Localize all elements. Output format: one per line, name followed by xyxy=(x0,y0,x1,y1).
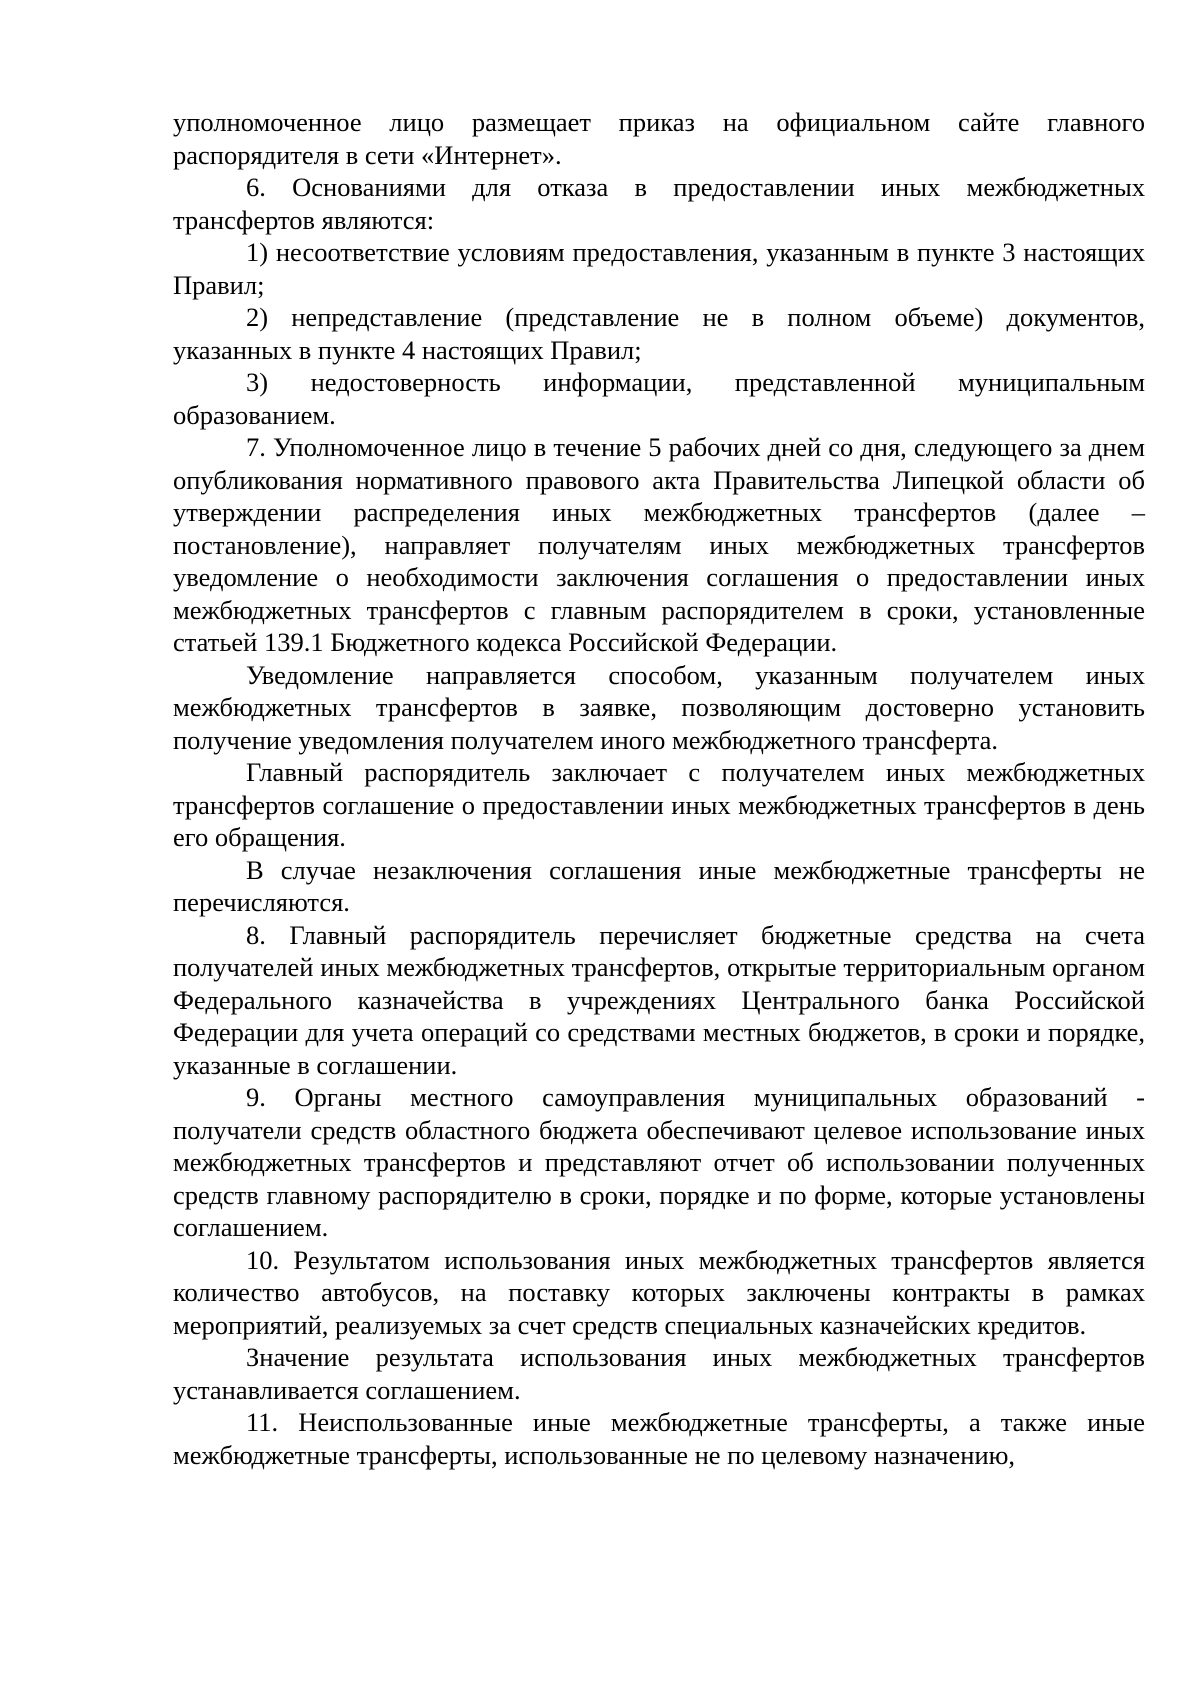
paragraph-item-6: 6. Основаниями для отказа в предоставлении иных межбюджетных трансфертов являются: xyxy=(173,172,1145,235)
paragraph-item-9: 9. Органы местного самоуправления муниципальных образований - получатели средств областного бюджета обеспечивают целевое использование иных межбюджетных трансфертов и представляют отчет об использовании полученных средств главному распорядителю в сроки, порядке и по форме, которые установлены соглашением. xyxy=(173,1082,1145,1242)
paragraph-notification: Уведомление направляется способом, указанным получателем иных межбюджетных трансфертов в заявке, позволяющим достоверно установить получение уведомления получателем иного межбюджетного трансферта. xyxy=(173,659,1145,755)
paragraph-item-10: 10. Результатом использования иных межбюджетных трансфертов является количество автобусов, на поставку которых заключены контракты в рамках мероприятий, реализуемых за счет средств специальных казначейских кредитов. xyxy=(173,1244,1145,1340)
paragraph-subitem-1: 1) несоответствие условиям предоставления, указанным в пункте 3 настоящих Правил; xyxy=(173,237,1145,300)
paragraph-result-value: Значение результата использования иных межбюджетных трансфертов устанавливается соглашением. xyxy=(173,1342,1145,1405)
paragraph-subitem-3: 3) недостоверность информации, представленной муниципальным образованием. xyxy=(173,367,1145,430)
paragraph-item-8: 8. Главный распорядитель перечисляет бюджетные средства на счета получателей иных межбюджетных трансфертов, открытые территориальным органом Федерального казначейства в учреждениях Центрального банка Российской Федерации для учета операций со средствами местных бюджетов, в сроки и порядке, указанные в соглашении. xyxy=(173,919,1145,1080)
paragraph-agreement: Главный распорядитель заключает с получателем иных межбюджетных трансфертов соглашение о предоставлении иных межбюджетных трансфертов в день его обращения. xyxy=(173,757,1145,852)
paragraph-continuation: уполномоченное лицо размещает приказ на официальном сайте главного распорядителя в сети «Интернет». xyxy=(173,107,1145,170)
paragraph-item-11: 11. Неиспользованные иные межбюджетные трансферты, а также иные межбюджетные трансферты, использованные не по целевому назначению, xyxy=(173,1407,1145,1470)
document-page xyxy=(173,106,1145,1471)
paragraph-item-7: 7. Уполномоченное лицо в течение 5 рабочих дней со дня, следующего за днем опубликования нормативного правового акта Правительства Липецкой области об утверждении распределения иных межбюджетных трансфертов (далее – постановление), направляет получателям иных межбюджетных трансфертов уведомление о необходимости заключения соглашения о предоставлении иных межбюджетных трансфертов с главным распорядителем в сроки, установленные статьей 139.1 Бюджетного кодекса Российской Федерации. xyxy=(173,432,1145,657)
paragraph-no-agreement: В случае незаключения соглашения иные межбюджетные трансферты не перечисляются. xyxy=(173,854,1145,917)
paragraph-subitem-2: 2) непредставление (представление не в полном объеме) документов, указанных в пункте 4 настоящих Правил; xyxy=(173,302,1145,365)
